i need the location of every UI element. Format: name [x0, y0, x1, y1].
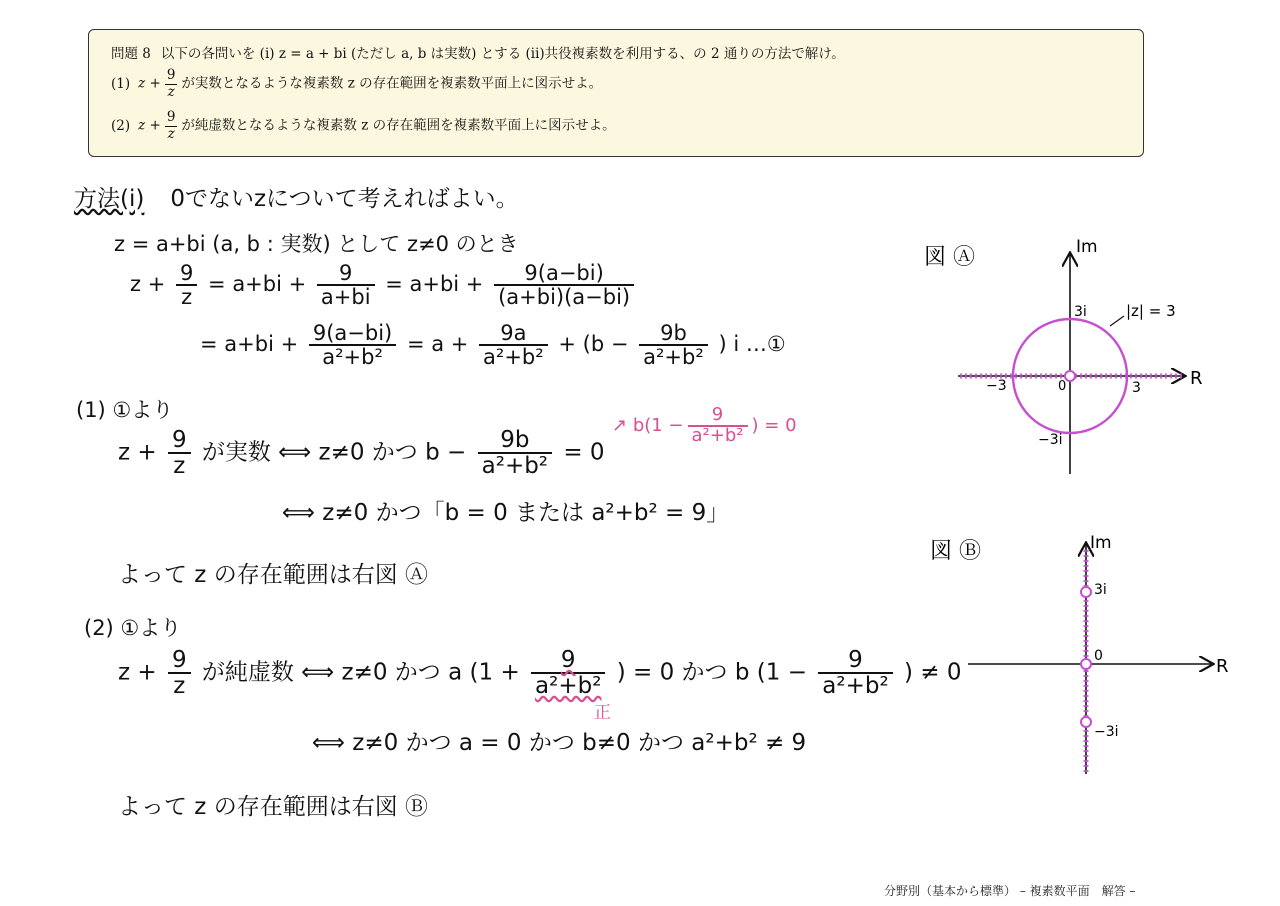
fig-a-im-label: Im	[1076, 237, 1098, 257]
line1-mid-2: = a+bi +	[385, 272, 484, 297]
line1-frac-3-den: (a+bi)(a−bi)	[498, 285, 631, 310]
note-arrow-icon: ↗	[612, 414, 633, 436]
line1-frac-3-num: 9(a−bi)	[494, 262, 634, 286]
line2-frac-3-num: 9b	[639, 322, 708, 346]
p2-frac-b	[531, 648, 605, 698]
problem-text: 以下の各問いを (i) z = a + bi (ただし a, b は実数) とする (ii)共役複素数を利用する、の 2 通りの方法で解け。	[160, 46, 845, 62]
q1-expr: z +	[138, 75, 161, 92]
fig-b-im-label: Im	[1090, 533, 1112, 553]
p2-frac-a	[168, 648, 191, 698]
fig-a-label-m3i: −3i	[1038, 432, 1063, 448]
fig-a-leader-line	[1110, 316, 1124, 326]
line2-frac-3-den: a²+b²	[643, 345, 704, 370]
q2-text: が純虚数となるような複素数 z の存在範囲を複素数平面上に図示せよ。	[181, 117, 616, 134]
setup-line: z = a+bi (a, b : 実数) として z≠0 のとき	[114, 232, 519, 256]
line1-frac-2-den: a+bi	[320, 285, 371, 310]
p2-c: ) = 0 かつ b (1 −	[616, 659, 807, 686]
p1-note-num: 9	[688, 406, 748, 427]
q1-label: (1)	[111, 75, 131, 92]
p1-c: = 0	[563, 439, 605, 466]
line1-frac-1	[176, 262, 197, 308]
p2-b: が純虚数 ⟺ z≠0 かつ a (1 +	[201, 659, 520, 686]
fig-b-re-label: R	[1216, 656, 1229, 677]
part1-conclusion: よって z の存在範囲は右図 Ⓐ	[118, 562, 429, 588]
line2-mid-2: + (b −	[558, 332, 629, 357]
p2-frac-c-num: 9	[818, 648, 892, 674]
p1-frac-b-den: a²+b²	[481, 453, 549, 480]
q2-num: 9	[166, 109, 176, 125]
p1-note-frac	[688, 406, 748, 446]
part2-line-1	[118, 648, 962, 698]
p1-note-b: ) = 0	[751, 414, 797, 436]
fig-b-point-m3i-excluded	[1081, 717, 1091, 727]
line2-start: = a+bi +	[200, 332, 299, 357]
line2-frac-2	[479, 322, 548, 368]
method-intro: 0でないzについて考えればよい。	[170, 186, 519, 212]
fig-b-point-3i-excluded	[1081, 587, 1091, 597]
fig-a-label-3i: 3i	[1074, 304, 1087, 320]
q1-fraction	[165, 68, 178, 100]
line2-frac-1-num: 9(a−bi)	[309, 322, 396, 346]
fig-b-label-3i: 3i	[1094, 582, 1107, 598]
part1-line-1	[118, 428, 605, 478]
line1-frac-1-den: z	[181, 285, 193, 310]
q1-den: z	[167, 83, 175, 100]
p2-d: ) ≠ 0	[904, 659, 962, 686]
p2-a: z +	[118, 659, 157, 686]
p1-frac-b	[478, 428, 552, 478]
p2-frac-c	[818, 648, 892, 698]
problem-heading: 問題 8	[111, 46, 151, 62]
p1-frac-a-den: z	[173, 453, 186, 480]
q1-text: が実数となるような複素数 z の存在範囲を複素数平面上に図示せよ。	[181, 75, 603, 92]
derivation-line-2	[200, 322, 786, 368]
problem-q1	[111, 68, 602, 100]
q2-expr: z +	[138, 117, 161, 134]
p1-note-den: a²+b²	[691, 424, 744, 446]
line1-frac-3	[494, 262, 634, 308]
part2-label: (2) ①より	[84, 616, 182, 640]
fig-a-label-3: 3	[1132, 380, 1141, 396]
p2-frac-c-den: a²+b²	[822, 673, 889, 700]
method-line	[74, 180, 519, 213]
derivation-line-1	[130, 262, 638, 308]
part1-label: (1) ①より	[76, 398, 174, 422]
part2-conclusion: よって z の存在範囲は右図 Ⓑ	[118, 794, 429, 820]
line1-frac-1-num: 9	[176, 262, 197, 286]
p2-frac-a-den: z	[173, 673, 186, 700]
line1-frac-2	[317, 262, 375, 308]
line1-lhs: z +	[130, 272, 166, 297]
line2-frac-1	[309, 322, 396, 368]
p1-frac-a-num: 9	[168, 428, 191, 454]
fig-a-label-m3: −3	[986, 378, 1007, 394]
line1-mid: = a+bi +	[208, 272, 307, 297]
fig-a-origin-excluded	[1065, 371, 1075, 381]
line2-frac-3	[639, 322, 708, 368]
p1-b: が実数 ⟺ z≠0 かつ b −	[201, 439, 467, 466]
part1-note	[612, 406, 797, 446]
p2-frac-b-num: 9	[531, 648, 605, 674]
p2-frac-a-num: 9	[168, 648, 191, 674]
method-label: 方法(i)	[74, 186, 145, 212]
problem-q2	[111, 110, 616, 142]
figure-a	[920, 230, 1220, 490]
p1-frac-b-num: 9b	[478, 428, 552, 454]
figure-b	[920, 530, 1240, 780]
q2-den: z	[167, 125, 175, 142]
line1-frac-2-num: 9	[317, 262, 375, 286]
line2-frac-1-den: a²+b²	[322, 345, 383, 370]
q1-num: 9	[166, 67, 176, 83]
fig-a-label-0: 0	[1058, 379, 1067, 394]
fig-b-label-m3i: −3i	[1094, 724, 1119, 740]
problem-statement	[111, 42, 845, 62]
q2-label: (2)	[111, 117, 131, 134]
fig-a-circle-label: |z| = 3	[1126, 302, 1176, 320]
p1-frac-a	[168, 428, 191, 478]
q2-fraction	[165, 110, 178, 142]
problem-box	[88, 29, 1144, 157]
p1-note-a: b(1 −	[632, 414, 684, 436]
p1-a: z +	[118, 439, 157, 466]
fig-a-re-label: R	[1190, 368, 1203, 389]
fig-a-title: 図 Ⓐ	[924, 245, 975, 270]
p2-frac-b-den: a²+b²	[535, 673, 602, 700]
fig-b-title: 図 Ⓑ	[930, 539, 981, 564]
line2-frac-2-den: a²+b²	[483, 345, 544, 370]
part2-line-2: ⟺ z≠0 かつ a = 0 かつ b≠0 かつ a²+b² ≠ 9	[312, 730, 807, 756]
fig-b-origin-excluded	[1081, 659, 1091, 669]
footer: 分野別（基本から標準） – 複素数平面 解答 –	[884, 884, 1136, 898]
line2-mid: = a +	[406, 332, 469, 357]
fig-b-label-0: 0	[1094, 648, 1103, 664]
part1-line-2: ⟺ z≠0 かつ「b = 0 または a²+b² = 9」	[282, 500, 730, 526]
line2-frac-2-num: 9a	[479, 322, 548, 346]
part2-note: 正	[594, 703, 611, 723]
line2-end: ) i …①	[718, 332, 786, 357]
